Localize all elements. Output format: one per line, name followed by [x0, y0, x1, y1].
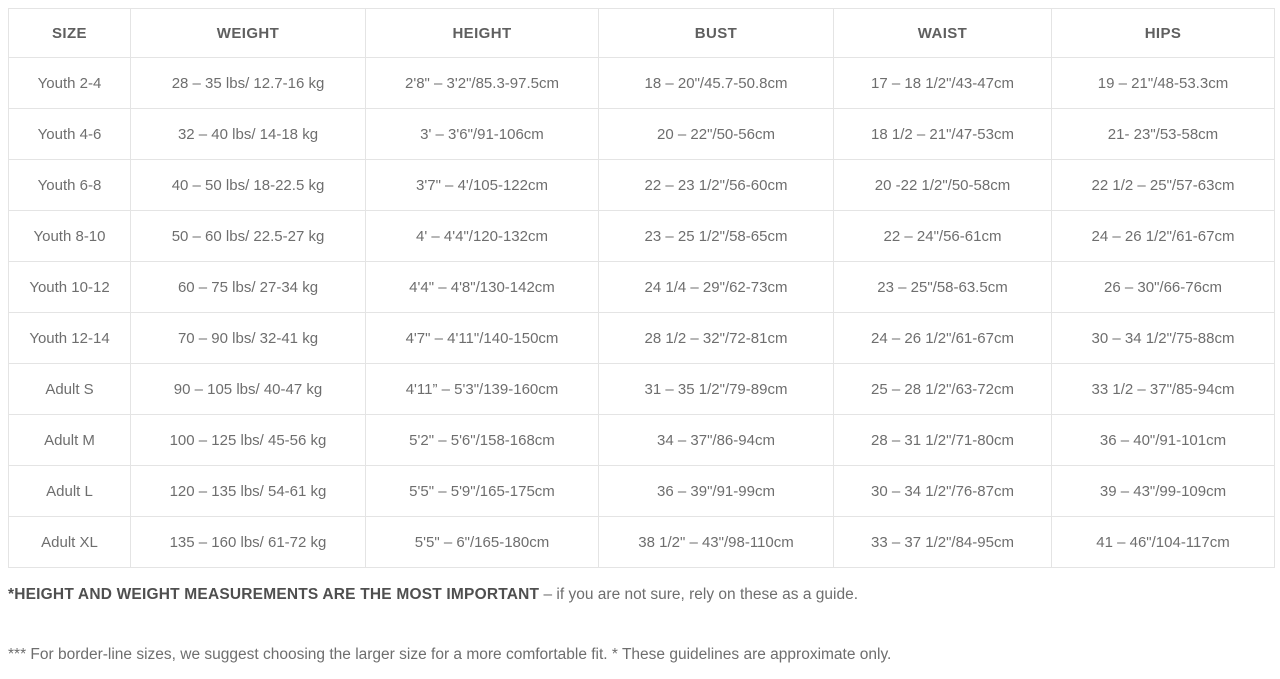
table-row: [9, 58, 1275, 109]
cell-height: 4'4" – 4'8"/130-142cm: [366, 262, 599, 313]
column-header-hips: HIPS: [1052, 9, 1275, 58]
cell-bust: 18 – 20"/45.7-50.8cm: [599, 58, 834, 109]
cell-weight: 28 – 35 lbs/ 12.7-16 kg: [131, 58, 366, 109]
cell-hips: 30 – 34 1/2"/75-88cm: [1052, 313, 1275, 364]
size-chart-table: [8, 8, 1275, 568]
cell-waist: 33 – 37 1/2"/84-95cm: [834, 517, 1052, 568]
cell-weight: 50 – 60 lbs/ 22.5-27 kg: [131, 211, 366, 262]
cell-weight: 60 – 75 lbs/ 27-34 kg: [131, 262, 366, 313]
cell-size: Youth 12-14: [9, 313, 131, 364]
cell-hips: 41 – 46"/104-117cm: [1052, 517, 1275, 568]
cell-size: Youth 4-6: [9, 109, 131, 160]
cell-waist: 28 – 31 1/2"/71-80cm: [834, 415, 1052, 466]
cell-hips: 33 1/2 – 37"/85-94cm: [1052, 364, 1275, 415]
cell-size: Youth 2-4: [9, 58, 131, 109]
table-row: [9, 313, 1275, 364]
cell-size: Adult XL: [9, 517, 131, 568]
cell-waist: 25 – 28 1/2"/63-72cm: [834, 364, 1052, 415]
table-row: [9, 517, 1275, 568]
cell-bust: 22 – 23 1/2"/56-60cm: [599, 160, 834, 211]
cell-bust: 36 – 39"/91-99cm: [599, 466, 834, 517]
column-header-size: SIZE: [9, 9, 131, 58]
cell-height: 2'8" – 3'2"/85.3-97.5cm: [366, 58, 599, 109]
table-header-row: [9, 9, 1275, 58]
note-borderline: [8, 646, 1272, 664]
note-height-weight-rest: – if you are not sure, rely on these as a guide.: [539, 586, 859, 603]
column-header-waist: WAIST: [834, 9, 1052, 58]
cell-size: Youth 8-10: [9, 211, 131, 262]
cell-bust: 20 – 22"/50-56cm: [599, 109, 834, 160]
cell-weight: 90 – 105 lbs/ 40-47 kg: [131, 364, 366, 415]
note-borderline-text: *** For border-line sizes, we suggest choosing the larger size for a more comfortable fit. * These guidelines are approximate only.: [8, 646, 892, 663]
cell-weight: 70 – 90 lbs/ 32-41 kg: [131, 313, 366, 364]
cell-height: 5'2" – 5'6"/158-168cm: [366, 415, 599, 466]
cell-size: Adult L: [9, 466, 131, 517]
note-height-weight: [8, 586, 1272, 604]
cell-hips: 36 – 40"/91-101cm: [1052, 415, 1275, 466]
cell-hips: 19 – 21"/48-53.3cm: [1052, 58, 1275, 109]
cell-hips: 26 – 30"/66-76cm: [1052, 262, 1275, 313]
cell-hips: 22 1/2 – 25"/57-63cm: [1052, 160, 1275, 211]
column-header-height: HEIGHT: [366, 9, 599, 58]
cell-hips: 24 – 26 1/2"/61-67cm: [1052, 211, 1275, 262]
cell-height: 5'5" – 5'9"/165-175cm: [366, 466, 599, 517]
cell-size: Adult M: [9, 415, 131, 466]
cell-bust: 28 1/2 – 32"/72-81cm: [599, 313, 834, 364]
cell-waist: 30 – 34 1/2"/76-87cm: [834, 466, 1052, 517]
table-row: [9, 262, 1275, 313]
cell-weight: 100 – 125 lbs/ 45-56 kg: [131, 415, 366, 466]
cell-height: 3'7" – 4'/105-122cm: [366, 160, 599, 211]
cell-weight: 32 – 40 lbs/ 14-18 kg: [131, 109, 366, 160]
cell-bust: 24 1/4 – 29"/62-73cm: [599, 262, 834, 313]
cell-height: 4'7" – 4'11"/140-150cm: [366, 313, 599, 364]
cell-bust: 31 – 35 1/2"/79-89cm: [599, 364, 834, 415]
cell-hips: 21- 23"/53-58cm: [1052, 109, 1275, 160]
cell-waist: 20 -22 1/2"/50-58cm: [834, 160, 1052, 211]
cell-waist: 18 1/2 – 21"/47-53cm: [834, 109, 1052, 160]
cell-weight: 120 – 135 lbs/ 54-61 kg: [131, 466, 366, 517]
cell-waist: 23 – 25"/58-63.5cm: [834, 262, 1052, 313]
cell-bust: 23 – 25 1/2"/58-65cm: [599, 211, 834, 262]
cell-bust: 38 1/2" – 43"/98-110cm: [599, 517, 834, 568]
cell-height: 5'5" – 6"/165-180cm: [366, 517, 599, 568]
cell-size: Youth 10-12: [9, 262, 131, 313]
cell-waist: 17 – 18 1/2"/43-47cm: [834, 58, 1052, 109]
note-height-weight-bold: *HEIGHT AND WEIGHT MEASUREMENTS ARE THE MOST IMPORTANT: [8, 586, 540, 603]
cell-size: Youth 6-8: [9, 160, 131, 211]
cell-size: Adult S: [9, 364, 131, 415]
table-body: [9, 58, 1275, 568]
table-row: [9, 109, 1275, 160]
footnotes: [8, 586, 1272, 679]
table-row: [9, 211, 1275, 262]
table-row: [9, 160, 1275, 211]
cell-hips: 39 – 43"/99-109cm: [1052, 466, 1275, 517]
column-header-weight: WEIGHT: [131, 9, 366, 58]
cell-waist: 22 – 24"/56-61cm: [834, 211, 1052, 262]
table-row: [9, 466, 1275, 517]
cell-height: 4'11” – 5'3"/139-160cm: [366, 364, 599, 415]
cell-height: 3' – 3'6"/91-106cm: [366, 109, 599, 160]
column-header-bust: BUST: [599, 9, 834, 58]
table-row: [9, 364, 1275, 415]
cell-weight: 40 – 50 lbs/ 18-22.5 kg: [131, 160, 366, 211]
table-row: [9, 415, 1275, 466]
cell-bust: 34 – 37"/86-94cm: [599, 415, 834, 466]
cell-height: 4' – 4'4"/120-132cm: [366, 211, 599, 262]
cell-weight: 135 – 160 lbs/ 61-72 kg: [131, 517, 366, 568]
cell-waist: 24 – 26 1/2"/61-67cm: [834, 313, 1052, 364]
